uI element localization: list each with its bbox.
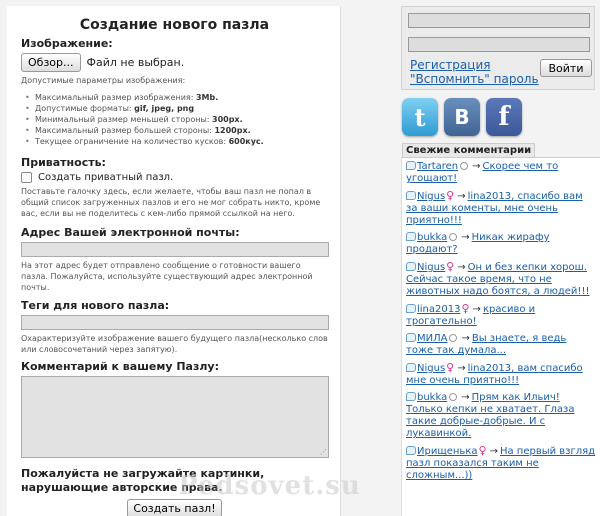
comment-bubble-icon — [406, 304, 416, 313]
image-label: Изображение: — [21, 37, 113, 50]
create-puzzle-button[interactable]: Создать пазл! — [127, 499, 221, 516]
comment-user[interactable]: Tartaren — [417, 161, 459, 172]
comment-link[interactable]: красиво и трогательно! — [406, 304, 536, 327]
private-checkbox[interactable] — [21, 172, 32, 183]
login-box — [401, 6, 595, 90]
list-item — [406, 445, 596, 482]
list-item: • Текущее ограничение на количество кусков: 600кус. — [25, 136, 328, 147]
comment-link[interactable]: lina2013, спасибо вам за ваши коменты, мне очень приятно!!! — [406, 191, 583, 226]
remind-password-link[interactable]: "Вспомнить" пароль — [410, 72, 539, 86]
comment-user[interactable]: Nigus — [417, 262, 446, 273]
arrow-icon: → — [472, 304, 481, 315]
comment-link[interactable]: lina2013, вам спасибо мне очень приятно!!! — [406, 363, 583, 386]
email-hint: На этот адрес будет отправлено сообщение о готовности вашего пазла. Пожалуйста, используйте существующий адрес электронной почты. — [21, 261, 313, 292]
arrow-icon: → — [457, 363, 466, 374]
vk-icon[interactable]: B — [444, 98, 480, 136]
list-item — [406, 161, 596, 185]
file-picker — [21, 53, 328, 72]
privacy-hint: Поставьте галочку здесь, если желаете, чтобы ваш пазл не попал в общий список загруженных пазлов и его не мог собрать никто, кроме вас, если вы не поделитесь с кем-либо прямой ссылкой на него. — [21, 187, 321, 218]
username-input[interactable] — [408, 13, 590, 28]
comment-link[interactable]: Он и без кепки хорош. Сейчас такое время, что не животных надо боятся, а людей!!! — [406, 262, 590, 297]
comment-bubble-icon — [406, 363, 416, 372]
arrow-icon: → — [457, 191, 466, 202]
female-icon: ♀ — [461, 302, 470, 315]
comment-bubble-icon — [406, 333, 416, 342]
comment-link[interactable]: На первый взгляд пазл показался таким не сложным...)) — [406, 446, 596, 481]
comment-user[interactable]: МИЛА — [417, 333, 448, 344]
comment-bubble-icon — [406, 191, 416, 200]
browse-button[interactable]: Обзор... — [21, 53, 81, 72]
private-checkbox-label[interactable]: Создать приватный пазл. — [38, 172, 174, 183]
list-item — [406, 190, 596, 227]
comment-textarea[interactable] — [21, 376, 329, 458]
params-list — [25, 92, 328, 147]
list-item: • Максимальный размер большей стороны: 1200px. — [25, 125, 328, 136]
comment-link[interactable]: Скорее чем то угощают! — [406, 161, 559, 184]
comment-user[interactable]: bukka — [417, 232, 448, 243]
password-input[interactable] — [408, 37, 590, 52]
list-item — [406, 303, 596, 328]
register-link[interactable]: Регистрация — [410, 58, 491, 72]
comment-bubble-icon — [406, 392, 416, 401]
watermark: Pedsovet.su — [178, 471, 361, 501]
male-icon — [449, 334, 457, 342]
list-item: • Допустимые форматы: gif, jpeg, png — [25, 103, 328, 114]
twitter-icon[interactable]: t — [402, 98, 438, 136]
arrow-icon: → — [461, 392, 470, 403]
comment-link[interactable]: Вы знаете, я ведь тоже так думала... — [406, 333, 567, 356]
comment-user[interactable]: bukka — [417, 392, 448, 403]
private-option — [21, 172, 328, 183]
comment-link[interactable]: Никак жирафу продают? — [406, 232, 550, 255]
female-icon: ♀ — [478, 444, 487, 457]
female-icon: ♀ — [446, 189, 455, 202]
list-item — [406, 333, 596, 357]
create-puzzle-form — [7, 6, 341, 516]
resize-grip-icon[interactable]: ⋰ — [320, 448, 327, 456]
comment-user[interactable]: lina2013 — [417, 304, 461, 315]
email-input[interactable] — [21, 242, 329, 257]
recent-comments-list — [401, 157, 600, 516]
list-item: • Минимальный размер меньшей стороны: 300px. — [25, 114, 328, 125]
female-icon: ♀ — [446, 361, 455, 374]
page-title: Создание нового пазла — [79, 17, 270, 33]
list-item: • Максимальный размер изображения: 3Mb. — [25, 92, 328, 103]
copyright-warning: Пожалуйста не загружайте картинки, нарушающие авторские права. — [21, 467, 265, 494]
comment-bubble-icon — [406, 232, 416, 241]
list-item — [406, 392, 596, 440]
params-hint: Допустимые параметры изображения: — [21, 76, 186, 85]
tags-hint: Охарактеризуйте изображение вашего будущего пазла(несколько слов или словосочетаний через запятую). — [21, 334, 328, 354]
comment-bubble-icon — [406, 446, 416, 455]
recent-comments-title: Свежие комментарии — [402, 143, 535, 157]
comment-bubble-icon — [406, 262, 416, 271]
male-icon — [449, 233, 457, 241]
tags-input[interactable] — [21, 315, 329, 330]
comment-user[interactable]: Ирищенька — [417, 446, 478, 457]
male-icon — [460, 162, 468, 170]
facebook-icon[interactable]: f — [486, 98, 522, 136]
female-icon: ♀ — [446, 260, 455, 273]
comment-bubble-icon — [406, 161, 416, 170]
comment-link[interactable]: Прям как Ильич! Только кепки не хватает. Глаза такие добрые-добрые. И с лукавинкой. — [406, 392, 575, 439]
comment-label: Комментарий к вашему Пазлу: — [21, 360, 219, 373]
arrow-icon: → — [472, 161, 481, 172]
list-item — [406, 232, 596, 256]
login-button[interactable]: Войти — [540, 59, 592, 77]
arrow-icon: → — [461, 232, 470, 243]
male-icon — [449, 393, 457, 401]
arrow-icon: → — [457, 262, 466, 273]
list-item — [406, 362, 596, 387]
email-label: Адрес Вашей электронной почты: — [21, 226, 240, 239]
comment-user[interactable]: Nigus — [417, 191, 446, 202]
privacy-label: Приватность: — [21, 156, 106, 169]
comment-user[interactable]: Nigus — [417, 363, 446, 374]
tags-label: Теги для нового пазла: — [21, 299, 170, 312]
submit-row — [21, 497, 328, 516]
file-status: Файл не выбран. — [86, 56, 185, 69]
list-item — [406, 261, 596, 298]
arrow-icon: → — [489, 446, 498, 457]
arrow-icon: → — [461, 333, 470, 344]
